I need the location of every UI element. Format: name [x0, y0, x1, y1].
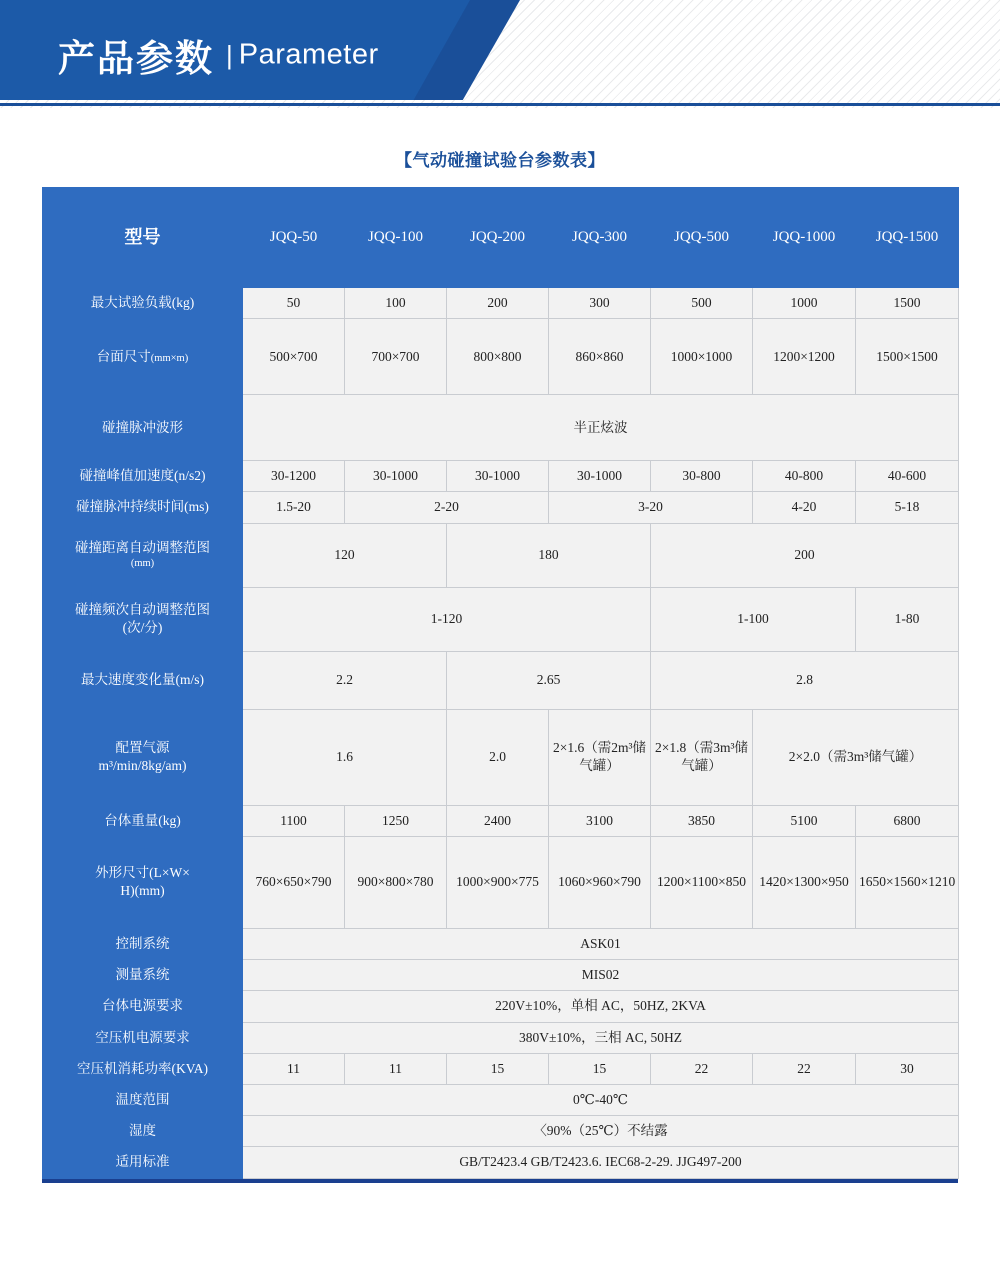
header-model-label: 型号 [43, 188, 243, 288]
spec-table-wrapper [42, 187, 958, 1179]
cell: 50 [243, 288, 345, 319]
cell-merged: 〈90%（25℃）不结露 [243, 1116, 959, 1147]
cell: 2.2 [243, 651, 447, 709]
table-row [43, 523, 959, 587]
cell: 800×800 [447, 319, 549, 395]
label-line2: (mm) [130, 558, 155, 570]
table-row [43, 1084, 959, 1115]
table-row [43, 319, 959, 395]
row-label-frequency-range [43, 587, 243, 651]
table-row [43, 1147, 959, 1178]
table-row [43, 492, 959, 523]
cell: 120 [243, 523, 447, 587]
cell: 2×1.6（需2m³储气罐） [549, 709, 651, 805]
label-line2: m³/min/8kg/am) [98, 758, 187, 774]
cell: 700×700 [345, 319, 447, 395]
cell: 500 [651, 288, 753, 319]
cell: 900×800×780 [345, 836, 447, 928]
cell: 15 [447, 1053, 549, 1084]
row-label-distance-range [43, 523, 243, 587]
spec-table [42, 187, 959, 1179]
label-line2: (次/分) [122, 620, 163, 636]
cell: 22 [753, 1053, 856, 1084]
cell: 200 [447, 288, 549, 319]
cell: 1500×1500 [856, 319, 959, 395]
cell: 4-20 [753, 492, 856, 523]
cell: 30-1000 [447, 461, 549, 492]
cell: 2.8 [651, 651, 959, 709]
cell: 30-1000 [345, 461, 447, 492]
cell: 1100 [243, 805, 345, 836]
banner-underline [0, 103, 1000, 106]
label-line1: 配置气源 [115, 739, 170, 755]
cell: 30-800 [651, 461, 753, 492]
label-main: 台面尺寸 [96, 348, 151, 364]
cell: 1200×1200 [753, 319, 856, 395]
row-label-compressor-power: 空压机电源要求 [43, 1022, 243, 1053]
header-model-1: JQQ-100 [345, 188, 447, 288]
cell: 1650×1560×1210 [856, 836, 959, 928]
cell: 2×1.8（需3m³储气罐） [651, 709, 753, 805]
header-model-3: JQQ-300 [549, 188, 651, 288]
cell: 1000 [753, 288, 856, 319]
page-banner [0, 0, 1000, 108]
label-unit: (mm×m) [150, 352, 189, 364]
row-label-max-velocity-change: 最大速度变化量(m/s) [43, 651, 243, 709]
cell: 22 [651, 1053, 753, 1084]
cell: 30 [856, 1053, 959, 1084]
table-row [43, 587, 959, 651]
cell: 3850 [651, 805, 753, 836]
cell: 40-800 [753, 461, 856, 492]
cell: 2-20 [345, 492, 549, 523]
table-row [43, 1116, 959, 1147]
cell-merged: 半正炫波 [243, 395, 959, 461]
cell-merged: 0℃-40℃ [243, 1084, 959, 1115]
footer-spacer [0, 1183, 1000, 1201]
label-line1: 外形尺寸(L×W× [95, 865, 190, 881]
table-row [43, 1022, 959, 1053]
banner-heading [58, 28, 379, 82]
cell: 1.6 [243, 709, 447, 805]
table-row [43, 960, 959, 991]
table-row [43, 709, 959, 805]
cell: 1250 [345, 805, 447, 836]
row-label-control-system: 控制系统 [43, 928, 243, 959]
row-label-humidity: 湿度 [43, 1116, 243, 1147]
cell: 1-80 [856, 587, 959, 651]
row-label-overall-dimensions [43, 836, 243, 928]
cell-merged: 380V±10%，三相 AC, 50HZ [243, 1022, 959, 1053]
label-line2: H)(mm) [120, 883, 165, 899]
cell: 2400 [447, 805, 549, 836]
cell: 500×700 [243, 319, 345, 395]
cell: 1-120 [243, 587, 651, 651]
cell: 200 [651, 523, 959, 587]
cell: 6800 [856, 805, 959, 836]
cell: 11 [243, 1053, 345, 1084]
row-label-temperature-range: 温度范围 [43, 1084, 243, 1115]
table-title: 【气动碰撞试验台参数表】 [395, 151, 605, 170]
header-model-2: JQQ-200 [447, 188, 549, 288]
cell-merged: MIS02 [243, 960, 959, 991]
row-label-standards: 适用标准 [43, 1147, 243, 1178]
table-row [43, 928, 959, 959]
header-model-5: JQQ-1000 [753, 188, 856, 288]
cell: 1000×1000 [651, 319, 753, 395]
row-label-body-power: 台体电源要求 [43, 991, 243, 1022]
label-line1: 碰撞频次自动调整范图 [75, 601, 210, 617]
table-row [43, 991, 959, 1022]
cell: 300 [549, 288, 651, 319]
table-row [43, 1053, 959, 1084]
row-label-max-load: 最大试验负载(kg) [43, 288, 243, 319]
row-label-measurement-system: 测量系统 [43, 960, 243, 991]
cell: 1060×960×790 [549, 836, 651, 928]
table-header-row [43, 188, 959, 288]
cell: 1-100 [651, 587, 856, 651]
cell: 860×860 [549, 319, 651, 395]
cell-merged: GB/T2423.4 GB/T2423.6. IEC68-2-29. JJG497-200 [243, 1147, 959, 1178]
row-label-compressor-consumption: 空压机消耗功率(KVA) [43, 1053, 243, 1084]
row-label-pulse-waveform: 碰撞脉冲波形 [43, 395, 243, 461]
cell: 3-20 [549, 492, 753, 523]
cell: 1420×1300×950 [753, 836, 856, 928]
cell: 5100 [753, 805, 856, 836]
cell: 1200×1100×850 [651, 836, 753, 928]
table-row [43, 395, 959, 461]
cell-merged: ASK01 [243, 928, 959, 959]
cell: 3100 [549, 805, 651, 836]
cell: 100 [345, 288, 447, 319]
row-label-pulse-duration: 碰撞脉冲持续时间(ms) [43, 492, 243, 523]
table-row [43, 288, 959, 319]
cell: 1000×900×775 [447, 836, 549, 928]
table-row [43, 651, 959, 709]
cell: 2.0 [447, 709, 549, 805]
label-line1: 碰撞距离自动调整范图 [75, 539, 210, 555]
header-model-0: JQQ-50 [243, 188, 345, 288]
row-label-table-size [43, 319, 243, 395]
cell: 5-18 [856, 492, 959, 523]
cell: 2.65 [447, 651, 651, 709]
cell-merged: 220V±10%，单相 AC，50HZ, 2KVA [243, 991, 959, 1022]
cell: 1.5-20 [243, 492, 345, 523]
cell: 40-600 [856, 461, 959, 492]
banner-separator: | [226, 39, 233, 70]
cell: 760×650×790 [243, 836, 345, 928]
row-label-peak-accel: 碰撞峰值加速度(n/s2) [43, 461, 243, 492]
table-row [43, 836, 959, 928]
banner-title-cn: 产品参数 [58, 38, 214, 79]
banner-title-en: Parameter [238, 38, 379, 71]
row-label-air-source [43, 709, 243, 805]
header-model-6: JQQ-1500 [856, 188, 959, 288]
header-model-4: JQQ-500 [651, 188, 753, 288]
cell: 30-1200 [243, 461, 345, 492]
cell: 180 [447, 523, 651, 587]
table-row [43, 461, 959, 492]
cell: 15 [549, 1053, 651, 1084]
table-row [43, 805, 959, 836]
cell: 11 [345, 1053, 447, 1084]
cell: 1500 [856, 288, 959, 319]
cell: 2×2.0（需3m³储气罐） [753, 709, 959, 805]
cell: 30-1000 [549, 461, 651, 492]
row-label-body-weight: 台体重量(kg) [43, 805, 243, 836]
